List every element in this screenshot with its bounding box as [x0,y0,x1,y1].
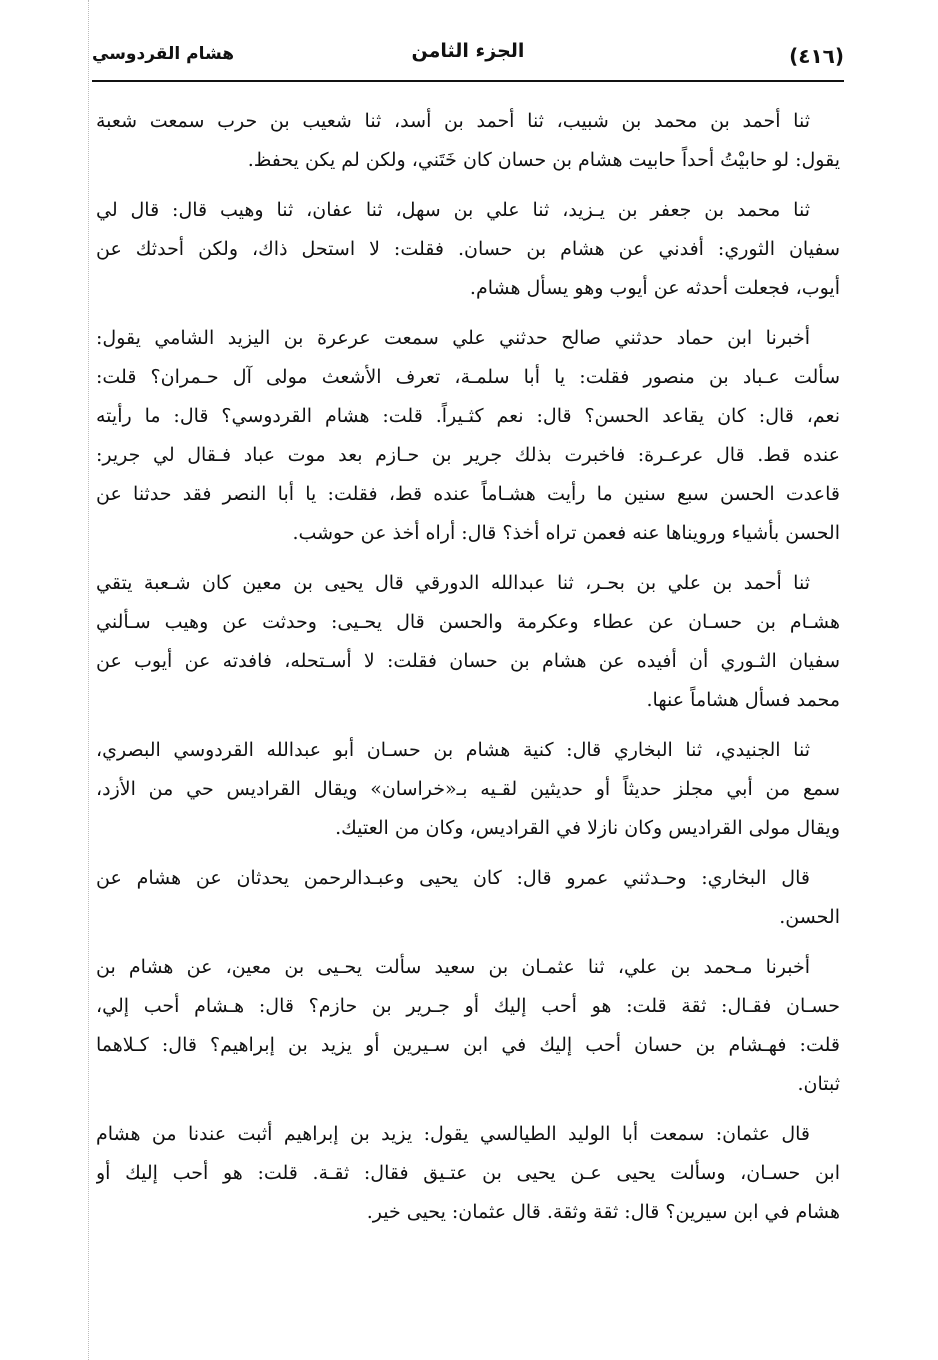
margin-guide [88,0,89,1360]
text-line: أخبرنا ابن حماد حدثني صالح حدثني علي سمعت عرعرة بن اليزيد الشامي يقول: [96,327,810,349]
text-line: ثنا أحمد بن علي بن بحـر، ثنا عبدالله الدورقي قال يحيى بن معين كان شـعبة يتقي [96,572,810,594]
text-line: قال عثمان: سمعت أبا الوليد الطيالسي يقول: يزيد بن إبراهيم أثبت عندنا من هشام [96,1123,810,1145]
text-line: أخبرنا مـحمد بن علي، ثنا عثمـان بن سعيد سألت يحـيى بن معين، عن هشام بن [96,956,810,978]
text-line: هشـام بن حسـان عن عطاء وعكرمة والحسن قال يحـيى: وحدثت عن وهيب سـألني [96,611,840,633]
page-number: (٤١٦) [789,44,844,68]
part-title: الجزء الثامن [411,40,525,62]
paragraph [96,948,840,1104]
text-line: هشام في ابن سيرين؟ قال: ثقة وثقة. قال عثمان: يحيى خير. [366,1201,840,1223]
text-body [96,102,840,1243]
header-rule [92,80,844,82]
text-line: ثنا أحمد بن محمد بن شبيب، ثنا أحمد بن أسد، ثنا شعيب بن حرب سمعت شعبة [96,110,810,132]
text-line: سألت عـباد بن منصور فقلت: يا أبا سلمـة، تعرف الأشعث مولى آل حـمران؟ قلت: [96,366,840,388]
text-line: ويقال مولى القراديس وكان نازلا في القراديس، وكان من العتيك. [335,817,840,839]
paragraph [96,1115,840,1232]
subject-title: هشام القردوسي [92,44,235,64]
text-line: ثنا الجنيدي، ثنا البخاري قال: كنية هشام بن حسـان أبو عبدالله القردوسي البصري، [96,739,810,761]
text-line: سمع من أبي مجلز حديثاً أو حديثين لقـيه بـ«خراسان» ويقال القراديس حي من الأزد، [96,778,840,800]
text-line: قاعدت الحسن سبع سنين ما رأيت هشـاماً عنده قط، فقلت: يا أبا النصر فقد حدثنا عن [96,483,840,505]
text-line: يقول: لو حابيْتُ أحداً حابيت هشام بن حسان كان خَتَني، ولكن لم يكن يحفظ. [247,149,840,171]
paragraph [96,859,840,937]
text-line: ابن حسـان، وسألت يحيى عـن يحيى بن عتـيق فقال: ثقـة. قلت: هو أحب إليك أو [96,1162,840,1184]
paragraph [96,102,840,180]
text-line: محمد فسأل هشاماً عنها. [646,689,840,711]
text-line: قال البخاري: وحـدثني عمرو قال: كان يحيى وعبـدالرحمن يحدثان عن هشام عن [96,867,810,889]
text-line: عنده قط. قال عرعـرة: فاخبرت بذلك جرير بن حـازم بعد موت عباد فـقال لي جرير: [96,444,840,466]
paragraph [96,191,840,308]
paragraph [96,731,840,848]
text-line: أيوب، فجعلت أحدثه عن أيوب وهو يسأل هشام. [469,277,840,299]
text-line: سفيان الثـوري أن أفيده عن هشام بن حسان فقلت: لا أسـتحله، فافدته عن أيوب عن [96,650,840,672]
text-line: ثنا محمد بن جعفر بن يـزيد، ثنا علي بن سهل، ثنا عفان، ثنا وهيب قال: قال لي [96,199,810,221]
paragraph [96,319,840,553]
text-line: ثبتان. [797,1073,840,1095]
text-line: الحسن. [779,906,840,928]
text-line: الحسن بأشياء ورويناها عنه فعمن تراه أخذ؟ قال: أراه أخذ عن حوشب. [292,522,840,544]
paragraph [96,564,840,720]
text-line: سفيان الثوري: أفدني عن هشام بن حسان. فقلت: لا استحل ذاك، ولكن أحدثك عن [96,238,840,260]
text-line: نعم، قال: كان يقاعد الحسن؟ قال: نعم كثـيراً. قلت: هشام القردوسي؟ قال: ما رأيته [96,405,840,427]
running-header [92,36,844,80]
text-line: حسـان فقـال: ثقة قلت: هو أحب إليك أو جـرير بن حازم؟ قال: هـشام أحب إلي، [96,995,840,1017]
text-line: قلت: فهـشام بن حسان أحب إليك في ابن سـيرين أو يزيد بن إبراهيم؟ قال: كـلاهما [96,1034,840,1056]
